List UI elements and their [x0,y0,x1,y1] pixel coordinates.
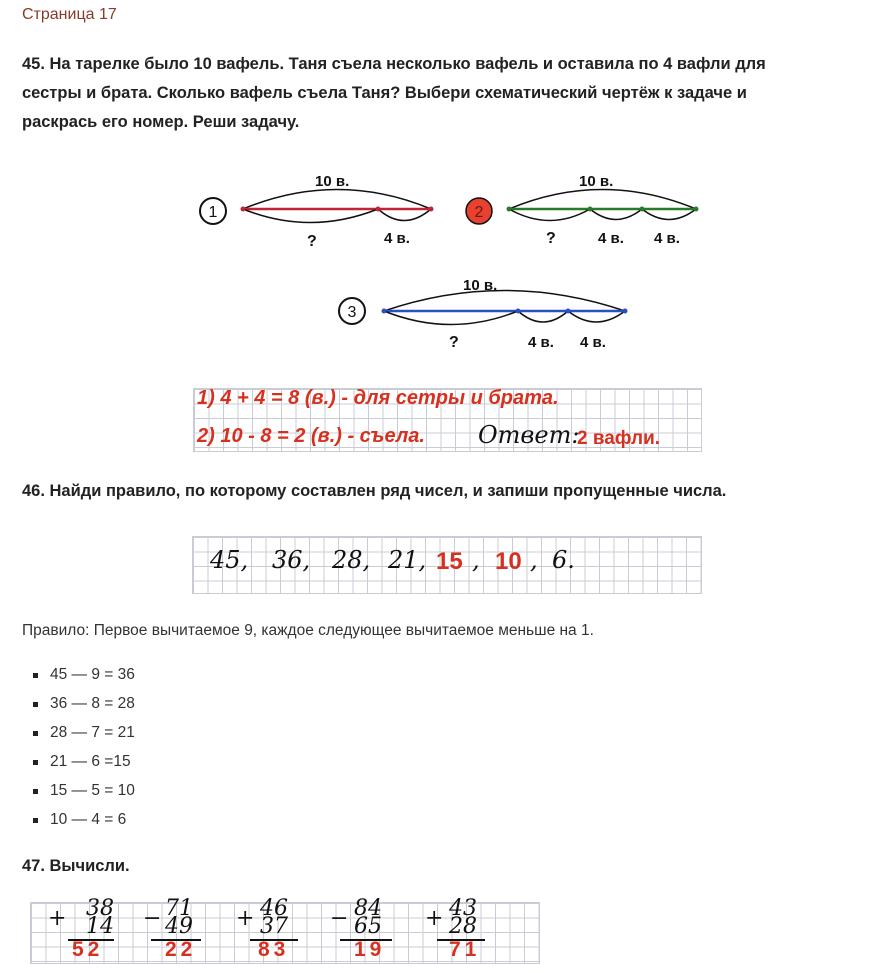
diagram-2-point [694,207,699,212]
diagram-2-top-arc [509,190,696,210]
diagram-1-right-arc [378,209,431,221]
diagram-2-part-a-arc [590,209,642,220]
task-47-title: 47. Вычисли. [22,857,130,875]
example-result: 52 [72,938,104,961]
diagram-3-point [516,309,521,314]
step-item: 45 — 9 = 36 [32,666,135,695]
diagram-3-point [566,309,571,314]
series-value: 36, [272,546,311,574]
task-45-line-1: 45. На тарелке было 10 вафель. Таня съела несколько вафель и оставила по 4 вафли для [22,55,766,73]
diagram-3-part-a-arc [518,311,568,322]
series-last: 6. [552,546,575,574]
example-subtrahend: 49 [165,914,193,939]
example-subtrahend: 28 [449,914,477,939]
diagram-2-total-label: 10 в. [579,173,614,190]
column-example-3 [236,898,306,966]
example-minuend: 46 [260,896,288,921]
example-operator: − [330,906,349,931]
example-minuend: 71 [165,896,193,921]
diagram-3-top-arc [384,291,625,312]
example-result: 19 [354,938,386,961]
column-example-2 [143,898,213,966]
diagram-3-point [623,309,628,314]
example-result: 22 [165,938,197,961]
column-example-1 [48,898,118,966]
diagram-1-top-arc [243,190,431,210]
diagram-2-number: 2 [474,204,484,221]
diagram-3-total-label: 10 в. [463,277,498,294]
diagram-2-point [588,207,593,212]
step-item: 36 — 8 = 28 [32,695,135,724]
diagram-3-part-b-label: 4 в. [580,334,606,351]
answer-value: 2 вафли. [577,428,661,449]
series-value: 28, [332,546,371,574]
diagram-1-point [241,207,246,212]
step-item: 28 — 7 = 21 [32,724,135,753]
diagram-3-unknown-arc [384,311,518,325]
task-46-rule: Правило: Первое вычитаемое 9, каждое следующее вычитаемое меньше на 1. [22,622,594,639]
example-operator: + [425,906,444,931]
column-example-5 [425,898,495,966]
diagram-2-part-b-label: 4 в. [654,230,680,247]
diagram-2-unknown-arc [509,209,590,221]
example-operator: + [236,906,255,931]
task-45-line-3: раскрась его номер. Реши задачу. [22,113,300,131]
diagram-1-total-label: 10 в. [315,173,350,190]
diagram-3-point [382,309,387,314]
solution-line-1: 1) 4 + 4 = 8 (в.) - для сетры и брата. [197,387,559,409]
diagram-1-point [429,207,434,212]
example-subtrahend: 37 [260,914,288,939]
diagram-1-unknown-label: ? [307,233,317,250]
diagram-3-unknown-label: ? [449,334,459,351]
diagram-2-unknown-label: ? [546,230,556,247]
example-minuend: 38 [86,896,114,921]
series-comma: , [472,546,480,574]
example-minuend: 43 [449,896,477,921]
example-subtrahend: 14 [86,914,114,939]
answer-word: Ответ: [478,421,580,449]
diagram-1-left-arc [243,209,378,223]
series-comma: , [530,546,538,574]
series-value: 21, [388,546,427,574]
task-45-line-2: сестры и брата. Сколько вафель съела Таня? Выбери схематический чертёж к задаче и [22,84,747,102]
missing-number-1: 15 [436,548,463,575]
example-minuend: 84 [354,896,382,921]
example-result: 83 [258,938,290,961]
diagram-2-part-a-label: 4 в. [598,230,624,247]
diagram-3 [339,277,628,351]
example-subtrahend: 65 [354,914,382,939]
series-value: 45, [210,546,249,574]
solution-line-2: 2) 10 - 8 = 2 (в.) - съела. [197,425,425,447]
task-46-title: 46. Найди правило, по которому составлен ряд чисел, и запиши пропущенные числа. [22,482,727,500]
step-item: 10 — 4 = 6 [32,811,135,840]
example-result: 71 [449,938,481,961]
task-46-steps [32,666,135,840]
diagram-3-part-b-arc [568,311,625,322]
column-example-4 [330,898,400,966]
example-operator: − [143,906,162,931]
diagram-2-part-b-arc [642,209,696,220]
example-operator: + [48,906,67,931]
diagram-2-point [640,207,645,212]
diagram-1-part-label: 4 в. [384,230,410,247]
diagram-1 [200,173,434,250]
diagram-2 [466,173,699,247]
missing-number-2: 10 [495,548,522,575]
diagram-3-number: 3 [347,304,357,321]
task-45-diagrams [0,160,893,360]
diagram-1-number: 1 [208,204,218,221]
page-label: Страница 17 [22,6,117,23]
step-item: 15 — 5 = 10 [32,782,135,811]
task-45-text [22,50,766,137]
diagram-3-part-a-label: 4 в. [528,334,554,351]
step-item: 21 — 6 =15 [32,753,135,782]
diagram-1-point [376,207,381,212]
diagram-2-point [507,207,512,212]
